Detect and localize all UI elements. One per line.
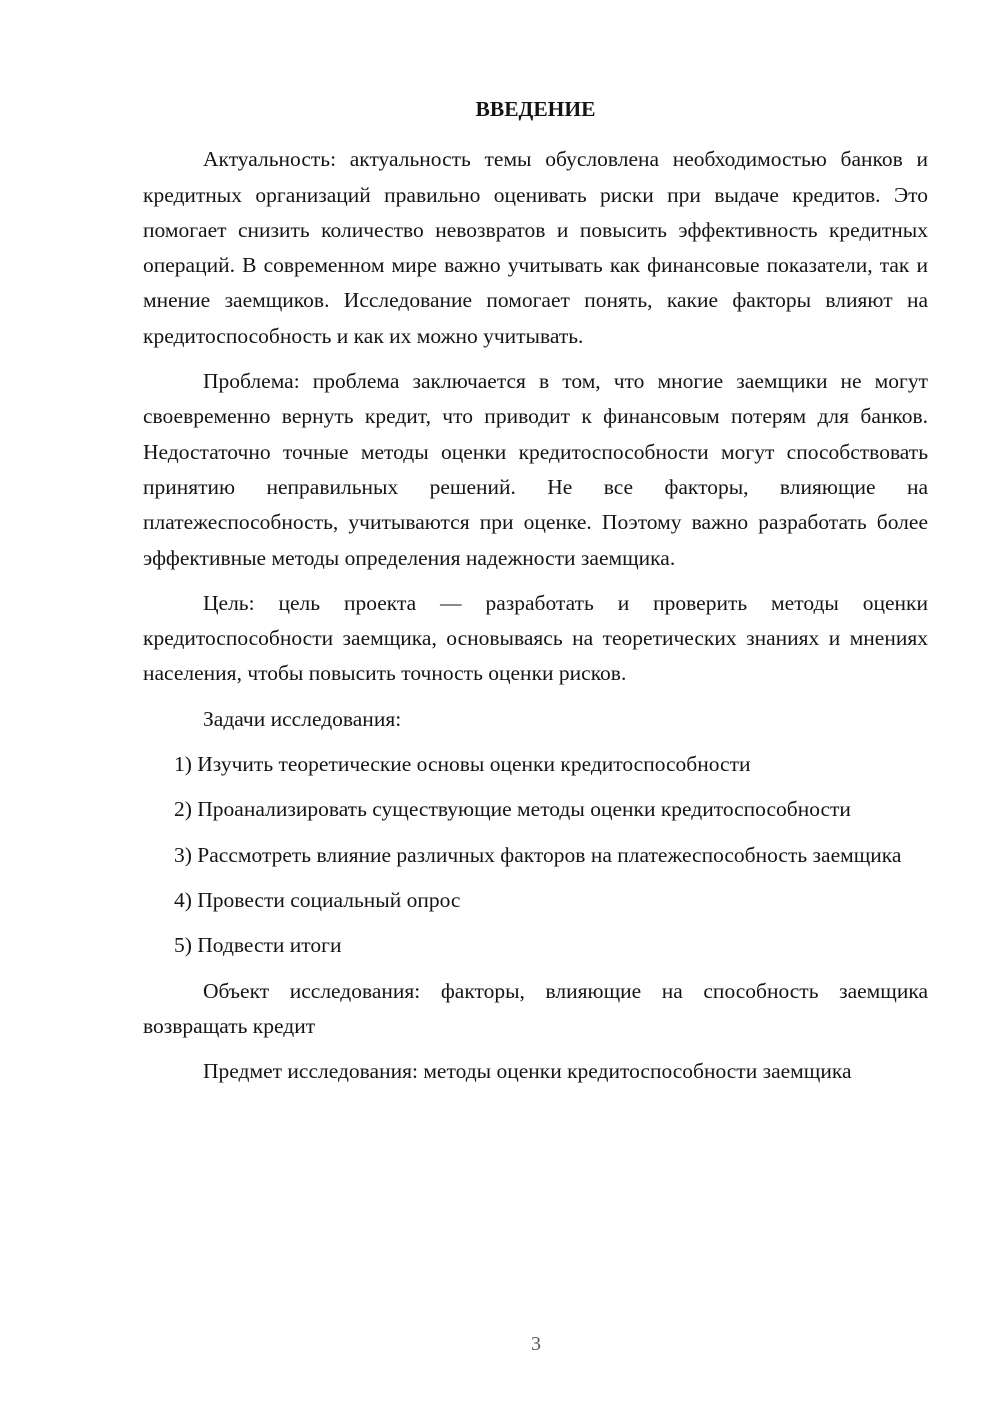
problem-paragraph: Проблема: проблема заключается в том, что многие заемщики не могут своевременно вернуть кредит, что приводит к финансовым потерям для банков. Недостаточно точные методы оценки кредитоспособности могут способствовать принятию неправильных решений. Не все факторы, влияющие на платежеспособность, учитываются при оценке. Поэтому важно разработать более эффективные методы определения надежности заемщика.: [143, 369, 928, 570]
tasks-list: [143, 747, 928, 963]
task-item-4: 4) Провести социальный опрос: [174, 887, 461, 912]
subject-paragraph: Предмет исследования: методы оценки кредитоспособности заемщика: [203, 1059, 852, 1084]
page-content: [143, 92, 928, 1099]
section-heading: ВВЕДЕНИЕ: [475, 97, 596, 121]
task-item-1: 1) Изучить теоретические основы оценки кредитоспособности: [174, 752, 751, 777]
page-number: 3: [531, 1333, 541, 1355]
goal-paragraph: Цель: цель проекта — разработать и проверить методы оценки кредитоспособности заемщика, основываясь на теоретических знаниях и мнениях населения, чтобы повысить точность оценки рисков.: [143, 590, 928, 686]
object-paragraph: Объект исследования: факторы, влияющие на способность заемщика возвращать кредит: [143, 978, 928, 1038]
task-item-3: 3) Рассмотреть влияние различных факторов на платежеспособность заемщика: [174, 842, 902, 867]
task-item-5: 5) Подвести итоги: [174, 933, 342, 958]
relevance-paragraph: Актуальность: актуальность темы обусловлена необходимостью банков и кредитных организаций правильно оценивать риски при выдаче кредитов. Это помогает снизить количество невозвратов и повысить эффективность кредитных операций. В современном мире важно учитывать как финансовые показатели, так и мнение заемщиков. Исследование помогает понять, какие факторы влияют на кредитоспособность и как их можно учитывать.: [143, 147, 928, 348]
tasks-title: Задачи исследования:: [203, 706, 402, 731]
task-item-2: 2) Проанализировать существующие методы оценки кредитоспособности: [174, 797, 851, 822]
